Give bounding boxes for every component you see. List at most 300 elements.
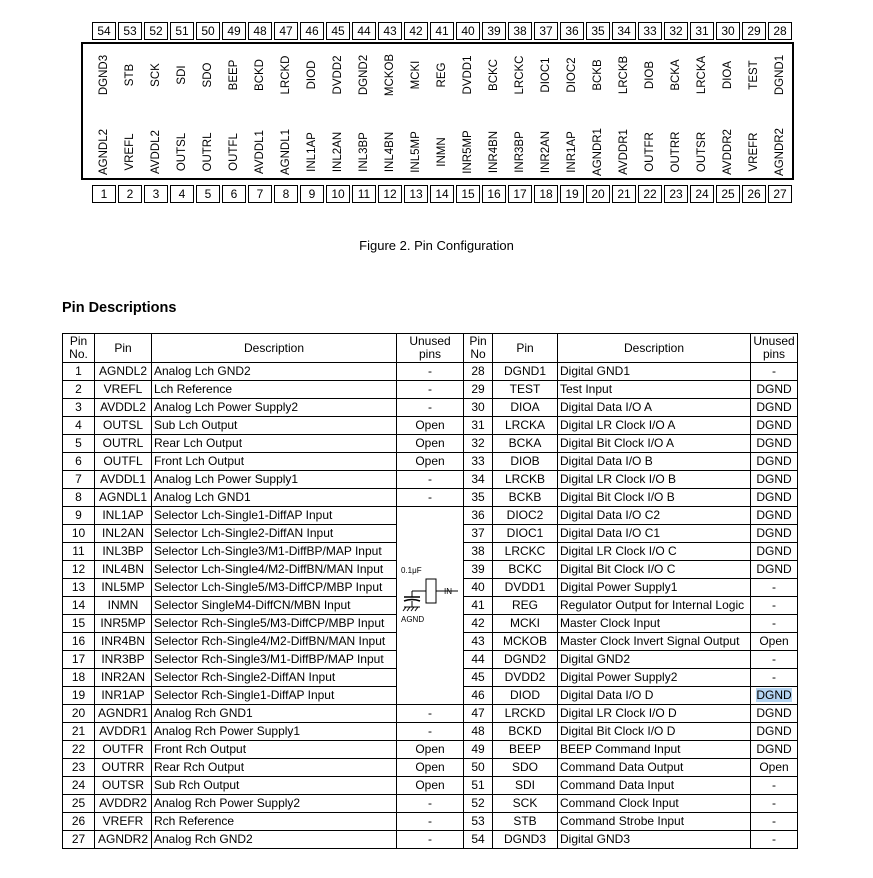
cell-description-2: Command Data Input	[558, 777, 751, 795]
cell-pin-no: 20	[63, 705, 95, 723]
cell-pin: INMN	[95, 597, 152, 615]
cell-pin-2: TEST	[493, 381, 558, 399]
bottom-pin-label: INL4BN	[384, 131, 396, 173]
table-row	[63, 741, 798, 759]
cell-description: Analog Rch Power Supply2	[152, 795, 397, 813]
cell-pin: INR3BP	[95, 651, 152, 669]
cell-pin: OUTFL	[95, 453, 152, 471]
bottom-pin-label: AVDDR1	[618, 129, 630, 175]
cell-description-2: Digital GND1	[558, 363, 751, 381]
cell-pin: AVDDR1	[95, 723, 152, 741]
cell-pin-2: DIOA	[493, 399, 558, 417]
cell-description-2: Digital Bit Clock I/O A	[558, 435, 751, 453]
bottom-pin-label: INL2AN	[332, 131, 344, 173]
top-pin-label: SDI	[176, 65, 188, 85]
top-pin-number: 37	[534, 22, 558, 40]
bottom-pin-number: 5	[196, 185, 220, 203]
cell-unused: Open	[397, 417, 464, 435]
cell-pin-2: DIOB	[493, 453, 558, 471]
cell-description-2: Digital Data I/O C2	[558, 507, 751, 525]
header-pin-2: Pin	[493, 334, 558, 363]
table-row	[63, 759, 798, 777]
cell-pin-no-2: 35	[464, 489, 493, 507]
cell-unused-2: -	[751, 777, 798, 795]
cell-unused-2: DGND	[751, 741, 798, 759]
cell-description-2: Digital Bit Clock I/O D	[558, 723, 751, 741]
cell-pin: AVDDR2	[95, 795, 152, 813]
bottom-pin-number: 25	[716, 185, 740, 203]
cell-description: Selector Rch-Single1-DiffAP Input	[152, 687, 397, 705]
bottom-pin-label: OUTSL	[176, 132, 188, 172]
bottom-pin-number: 9	[300, 185, 324, 203]
cell-pin-no-2: 45	[464, 669, 493, 687]
bottom-pin-label: AGNDL2	[98, 128, 110, 176]
cell-description: Front Rch Output	[152, 741, 397, 759]
cell-unused: Open	[397, 453, 464, 471]
cell-pin-2: DIOC1	[493, 525, 558, 543]
bottom-pin-label: OUTFL	[228, 133, 240, 171]
cell-pin-no-2: 28	[464, 363, 493, 381]
cell-pin: INL4BN	[95, 561, 152, 579]
top-pin-label: LRCKC	[514, 55, 526, 95]
table-row	[63, 507, 798, 525]
cell-description-2: Digital GND2	[558, 651, 751, 669]
top-pin-label: DVDD2	[332, 55, 344, 95]
cell-description-2: Digital Data I/O C1	[558, 525, 751, 543]
bottom-pin-label: OUTRL	[202, 132, 214, 172]
cell-pin-no-2: 52	[464, 795, 493, 813]
cell-description-2: Regulator Output for Internal Logic	[558, 597, 751, 615]
cell-unused: -	[397, 813, 464, 831]
cell-pin-no-2: 54	[464, 831, 493, 849]
cell-description-2: BEEP Command Input	[558, 741, 751, 759]
cell-pin-no: 11	[63, 543, 95, 561]
cell-unused-2: DGND	[751, 705, 798, 723]
cell-description: Analog Lch Power Supply1	[152, 471, 397, 489]
cell-pin-2: DVDD2	[493, 669, 558, 687]
cell-pin-no-2: 49	[464, 741, 493, 759]
table-row	[63, 831, 798, 849]
top-pin-label: TEST	[748, 60, 760, 90]
cell-pin-no-2: 42	[464, 615, 493, 633]
cell-unused: -	[397, 795, 464, 813]
bottom-pin-label: OUTFR	[644, 132, 656, 172]
cell-unused-2	[751, 687, 798, 705]
top-pin-label: MCKOB	[384, 53, 396, 97]
bottom-pin-number: 24	[690, 185, 714, 203]
bottom-pin-number: 2	[118, 185, 142, 203]
bottom-pin-label: OUTRR	[670, 131, 682, 173]
cell-unused-2: DGND	[751, 525, 798, 543]
cell-pin-no-2: 39	[464, 561, 493, 579]
ground-label: AGND	[401, 615, 425, 624]
cell-pin-no: 24	[63, 777, 95, 795]
cell-pin: AGNDL2	[95, 363, 152, 381]
cell-pin-2: LRCKC	[493, 543, 558, 561]
bottom-pin-number: 22	[638, 185, 662, 203]
cell-unused: -	[397, 363, 464, 381]
cell-pin-2: DGND2	[493, 651, 558, 669]
pin-description-table	[62, 333, 798, 849]
cell-description-2: Test Input	[558, 381, 751, 399]
cell-description-2: Command Strobe Input	[558, 813, 751, 831]
top-pin-label: DIOC1	[540, 57, 552, 93]
cell-pin-2: DIOD	[493, 687, 558, 705]
cell-pin-2: DGND3	[493, 831, 558, 849]
bottom-pin-label: INR2AN	[540, 130, 552, 174]
cell-description-2: Command Data Output	[558, 759, 751, 777]
header-unused-2: Unused pins	[751, 334, 798, 363]
cell-pin-no-2: 34	[464, 471, 493, 489]
cell-pin-no-2: 41	[464, 597, 493, 615]
cell-unused-2: Open	[751, 759, 798, 777]
bottom-pin-number: 26	[742, 185, 766, 203]
cell-pin-no: 12	[63, 561, 95, 579]
cell-pin-2: DGND1	[493, 363, 558, 381]
cell-pin: AGNDR2	[95, 831, 152, 849]
cell-unused: Open	[397, 759, 464, 777]
cell-description: Analog Rch GND2	[152, 831, 397, 849]
cell-pin: INR1AP	[95, 687, 152, 705]
cell-description-2: Digital Data I/O B	[558, 453, 751, 471]
cell-description-2: Digital LR Clock I/O C	[558, 543, 751, 561]
cell-unused-2: DGND	[751, 723, 798, 741]
cell-description: Selector Lch-Single1-DiffAP Input	[152, 507, 397, 525]
cell-pin: INL2AN	[95, 525, 152, 543]
cell-unused: -	[397, 489, 464, 507]
bottom-pin-label: INMN	[436, 137, 448, 167]
top-pin-number: 48	[248, 22, 272, 40]
top-pin-number: 40	[456, 22, 480, 40]
cell-pin-2: BCKB	[493, 489, 558, 507]
cell-pin: INL3BP	[95, 543, 152, 561]
top-pin-label: DGND1	[774, 54, 786, 96]
cell-description: Selector Rch-Single4/M2-DiffBN/MAN Input	[152, 633, 397, 651]
top-pin-label: SDO	[202, 62, 214, 88]
cell-description: Selector SingleM4-DiffCN/MBN Input	[152, 597, 397, 615]
cell-description-2: Digital Bit Clock I/O B	[558, 489, 751, 507]
bottom-pin-number: 11	[352, 185, 376, 203]
bottom-pin-number: 13	[404, 185, 428, 203]
input-pin-label: IN	[444, 587, 452, 596]
cell-pin-no: 13	[63, 579, 95, 597]
cell-unused-2: DGND	[751, 417, 798, 435]
cell-pin-no-2: 44	[464, 651, 493, 669]
cell-description-2: Digital LR Clock I/O A	[558, 417, 751, 435]
header-pin-no-2: Pin No	[464, 334, 493, 363]
bottom-pin-label: AVDDR2	[722, 129, 734, 175]
cell-pin-no: 10	[63, 525, 95, 543]
top-pin-number: 31	[690, 22, 714, 40]
cell-pin-no: 7	[63, 471, 95, 489]
bottom-pin-number: 17	[508, 185, 532, 203]
cell-pin-no-2: 46	[464, 687, 493, 705]
cell-unused-2: DGND	[751, 471, 798, 489]
cell-pin-no: 3	[63, 399, 95, 417]
top-pin-label: STB	[124, 63, 136, 87]
cell-pin: INR4BN	[95, 633, 152, 651]
top-pin-number: 50	[196, 22, 220, 40]
cell-pin-no-2: 38	[464, 543, 493, 561]
cell-pin-no: 25	[63, 795, 95, 813]
top-pin-number: 32	[664, 22, 688, 40]
cell-pin-no: 23	[63, 759, 95, 777]
cell-pin-2: BCKA	[493, 435, 558, 453]
cell-description-2: Digital GND3	[558, 831, 751, 849]
bottom-pin-label: INR4BN	[488, 130, 500, 174]
top-pin-number: 35	[586, 22, 610, 40]
bottom-pin-number: 3	[144, 185, 168, 203]
cell-pin-2: BEEP	[493, 741, 558, 759]
header-description-2: Description	[558, 334, 751, 363]
cell-pin-no: 1	[63, 363, 95, 381]
cell-pin-2: LRCKA	[493, 417, 558, 435]
bottom-pin-label: INR5MP	[462, 130, 474, 174]
top-pin-label: DIOB	[644, 60, 656, 90]
bottom-pin-label: AVDDL1	[254, 130, 266, 174]
cell-description: Lch Reference	[152, 381, 397, 399]
cell-pin-no: 19	[63, 687, 95, 705]
cell-pin-no-2: 50	[464, 759, 493, 777]
cell-pin-no: 17	[63, 651, 95, 669]
cell-unused: Open	[397, 435, 464, 453]
cell-pin-no-2: 51	[464, 777, 493, 795]
cell-pin: INL1AP	[95, 507, 152, 525]
cell-description: Analog Rch Power Supply1	[152, 723, 397, 741]
bottom-pin-number: 8	[274, 185, 298, 203]
top-pin-number: 34	[612, 22, 636, 40]
figure-caption: Figure 2. Pin Configuration	[359, 238, 514, 253]
bottom-pin-number: 23	[664, 185, 688, 203]
cell-description-2: Digital Power Supply2	[558, 669, 751, 687]
cell-pin: AGNDL1	[95, 489, 152, 507]
cell-pin-no-2: 32	[464, 435, 493, 453]
cell-pin-2: REG	[493, 597, 558, 615]
bottom-pin-label: AGNDL1	[280, 128, 292, 176]
top-pin-label: BCKA	[670, 59, 682, 91]
table-row	[63, 813, 798, 831]
bottom-pin-number: 15	[456, 185, 480, 203]
cell-pin-no-2: 36	[464, 507, 493, 525]
cell-pin-2: SDO	[493, 759, 558, 777]
top-pin-label: LRCKA	[696, 55, 708, 95]
cell-pin-no: 14	[63, 597, 95, 615]
top-pin-number: 30	[716, 22, 740, 40]
top-pin-number: 28	[768, 22, 792, 40]
cell-description-2: Master Clock Input	[558, 615, 751, 633]
cell-description-2: Digital LR Clock I/O B	[558, 471, 751, 489]
cell-pin-no-2: 48	[464, 723, 493, 741]
top-pin-label: DIOD	[306, 60, 318, 90]
cell-description-2: Digital Data I/O A	[558, 399, 751, 417]
top-pin-number: 41	[430, 22, 454, 40]
cell-description-2: Digital LR Clock I/O D	[558, 705, 751, 723]
cell-pin-no-2: 47	[464, 705, 493, 723]
cell-pin: OUTFR	[95, 741, 152, 759]
cell-unused-2: -	[751, 579, 798, 597]
bottom-pin-label: INR3BP	[514, 131, 526, 173]
cell-pin-no: 21	[63, 723, 95, 741]
top-pin-number: 39	[482, 22, 506, 40]
cell-pin-no: 6	[63, 453, 95, 471]
bottom-pin-number: 19	[560, 185, 584, 203]
top-pin-number: 49	[222, 22, 246, 40]
cell-unused: -	[397, 705, 464, 723]
top-pin-label: DGND2	[358, 54, 370, 96]
bottom-pin-number: 1	[92, 185, 116, 203]
bottom-pin-number: 7	[248, 185, 272, 203]
top-pin-number: 29	[742, 22, 766, 40]
header-description: Description	[152, 334, 397, 363]
cell-pin-no: 27	[63, 831, 95, 849]
cell-pin-no: 4	[63, 417, 95, 435]
section-title: Pin Descriptions	[62, 300, 177, 316]
cell-pin-no-2: 40	[464, 579, 493, 597]
top-pin-number: 47	[274, 22, 298, 40]
cell-pin: INR2AN	[95, 669, 152, 687]
top-pin-label: DVDD1	[462, 55, 474, 95]
cell-pin: AGNDR1	[95, 705, 152, 723]
cell-unused-2: DGND	[751, 381, 798, 399]
cell-description-2: Master Clock Invert Signal Output	[558, 633, 751, 651]
cell-description: Selector Lch-Single3/M1-DiffBP/MAP Input	[152, 543, 397, 561]
table-row	[63, 795, 798, 813]
top-pin-label: BCKB	[592, 59, 604, 91]
header-unused: Unused pins	[397, 334, 464, 363]
cell-unused: -	[397, 723, 464, 741]
cell-unused-2: DGND	[751, 489, 798, 507]
cell-unused-2: -	[751, 795, 798, 813]
top-pin-label: BEEP	[228, 59, 240, 91]
cell-unused-2: -	[751, 813, 798, 831]
cell-pin: OUTRR	[95, 759, 152, 777]
cell-pin-no: 5	[63, 435, 95, 453]
top-pin-number: 45	[326, 22, 350, 40]
top-pin-label: LRCKD	[280, 55, 292, 95]
bottom-pin-number: 6	[222, 185, 246, 203]
cell-unused: -	[397, 831, 464, 849]
cell-description: Sub Rch Output	[152, 777, 397, 795]
header-pin-no: Pin No.	[63, 334, 95, 363]
cell-unused-2: DGND	[751, 543, 798, 561]
bottom-pin-label: VREFR	[748, 132, 760, 172]
top-pin-label: BCKD	[254, 59, 266, 91]
cell-unused: -	[397, 381, 464, 399]
cell-pin-no-2: 37	[464, 525, 493, 543]
cell-pin: INR5MP	[95, 615, 152, 633]
cell-description: Analog Lch GND1	[152, 489, 397, 507]
bottom-pin-label: VREFL	[124, 133, 136, 171]
cell-pin-2: SCK	[493, 795, 558, 813]
cell-description-2: Digital Bit Clock I/O C	[558, 561, 751, 579]
top-pin-label: BCKC	[488, 59, 500, 91]
bottom-pin-number: 12	[378, 185, 402, 203]
table-row	[63, 381, 798, 399]
cell-unused: -	[397, 471, 464, 489]
top-pin-number: 36	[560, 22, 584, 40]
cell-unused-2: Open	[751, 633, 798, 651]
top-pin-number: 44	[352, 22, 376, 40]
table-row	[63, 723, 798, 741]
top-pin-label: DIOA	[722, 60, 734, 90]
cell-pin-no: 2	[63, 381, 95, 399]
cell-unused-2: -	[751, 597, 798, 615]
cell-pin-no: 26	[63, 813, 95, 831]
bottom-pin-number: 27	[768, 185, 792, 203]
bottom-pin-number: 4	[170, 185, 194, 203]
cell-pin-no: 16	[63, 633, 95, 651]
top-pin-number: 52	[144, 22, 168, 40]
bottom-pin-label: INL3BP	[358, 132, 370, 172]
cell-unused-2: DGND	[751, 453, 798, 471]
cell-description: Selector Lch-Single2-DiffAN Input	[152, 525, 397, 543]
cell-description-2: Digital Data I/O D	[558, 687, 751, 705]
top-pin-label: DGND3	[98, 54, 110, 96]
table-row	[63, 777, 798, 795]
cell-pin-no-2: 29	[464, 381, 493, 399]
cell-unused: Open	[397, 777, 464, 795]
cell-unused-2: DGND	[751, 561, 798, 579]
cell-pin-2: DVDD1	[493, 579, 558, 597]
selected-text: DGND	[756, 688, 792, 702]
cell-description: Rear Rch Output	[152, 759, 397, 777]
cell-pin: OUTSL	[95, 417, 152, 435]
cell-description: Analog Rch GND1	[152, 705, 397, 723]
bottom-pin-label: OUTSR	[696, 131, 708, 173]
cell-pin-no-2: 43	[464, 633, 493, 651]
cell-unused-2: DGND	[751, 507, 798, 525]
cell-pin-no-2: 30	[464, 399, 493, 417]
cell-description: Selector Rch-Single3/M1-DiffBP/MAP Input	[152, 651, 397, 669]
capacitor-label: 0.1μF	[401, 566, 422, 575]
table-row	[63, 471, 798, 489]
bottom-pin-number: 16	[482, 185, 506, 203]
top-pin-number: 46	[300, 22, 324, 40]
cell-pin-2: BCKD	[493, 723, 558, 741]
cell-pin: AVDDL2	[95, 399, 152, 417]
cell-description: Rch Reference	[152, 813, 397, 831]
table-row	[63, 453, 798, 471]
top-pin-label: MCKI	[410, 60, 422, 90]
cell-pin-2: MCKOB	[493, 633, 558, 651]
header-pin: Pin	[95, 334, 152, 363]
bottom-pin-label: INL1AP	[306, 132, 318, 172]
top-pin-label: DIOC2	[566, 57, 578, 93]
table-row	[63, 399, 798, 417]
bottom-pin-number: 18	[534, 185, 558, 203]
top-pin-label: SCK	[150, 63, 162, 87]
cell-description: Analog Lch GND2	[152, 363, 397, 381]
bottom-pin-number: 14	[430, 185, 454, 203]
bottom-pin-label: AVDDL2	[150, 130, 162, 174]
cell-pin: AVDDL1	[95, 471, 152, 489]
cell-pin-no-2: 31	[464, 417, 493, 435]
cell-pin-2: LRCKB	[493, 471, 558, 489]
cell-pin-no-2: 53	[464, 813, 493, 831]
top-pin-number: 43	[378, 22, 402, 40]
cell-unused-2: -	[751, 831, 798, 849]
bottom-pin-label: INR1AP	[566, 131, 578, 173]
top-pin-label: LRCKB	[618, 55, 630, 95]
bottom-pin-number: 20	[586, 185, 610, 203]
top-pin-label: REG	[436, 62, 448, 88]
table-row	[63, 489, 798, 507]
cell-pin: VREFL	[95, 381, 152, 399]
top-pin-number: 42	[404, 22, 428, 40]
bottom-pin-number: 10	[326, 185, 350, 203]
cell-description: Rear Lch Output	[152, 435, 397, 453]
cell-description: Sub Lch Output	[152, 417, 397, 435]
